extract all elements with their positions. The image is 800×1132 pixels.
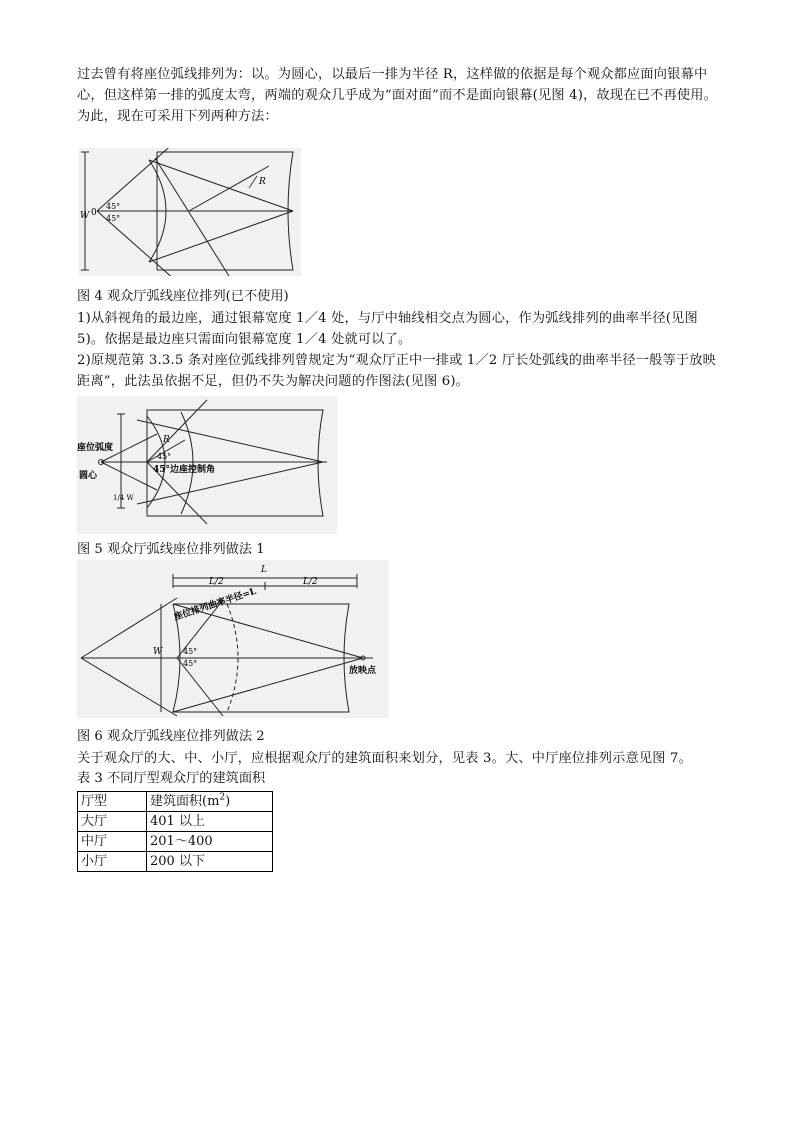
fig4-angle-top: 45° bbox=[106, 202, 121, 211]
fig5-angle-label: 45° bbox=[157, 452, 172, 461]
figure-6 bbox=[77, 560, 389, 718]
figure-4-diagram bbox=[79, 148, 301, 276]
fig4-r-label: R bbox=[259, 177, 266, 187]
fig5-r-label: R bbox=[163, 435, 170, 445]
table-header-row bbox=[78, 792, 273, 812]
fig4-angle-bottom: 45° bbox=[106, 214, 121, 223]
cell-area: 201～400 bbox=[147, 832, 273, 852]
fig6-half-l-right: L/2 bbox=[303, 577, 318, 587]
figure-5 bbox=[77, 396, 337, 534]
cell-area: 401 以上 bbox=[147, 812, 273, 832]
fig6-angle-top: 45° bbox=[183, 647, 198, 656]
table-row bbox=[78, 852, 273, 872]
header-hall-type: 厅型 bbox=[78, 792, 147, 812]
figure-6-diagram bbox=[77, 560, 389, 718]
method-2-paragraph: 2)原规范第 3.3.5 条对座位弧线排列曾规定为“观众厅正中一排或 1／2 厅长处弧线的曲率半径一般等于放映距离”，此法虽依据不足，但仍不失为解决问题的作图法(见图 6)。 bbox=[77, 353, 717, 389]
figure-6-caption: 图 6 观众厅弧线座位排列做法 2 bbox=[77, 729, 265, 744]
figure-4-caption: 图 4 观众厅弧线座位排列(已不使用) bbox=[77, 289, 289, 304]
figure-5-diagram bbox=[77, 396, 337, 534]
fig5-quarter-w-label: 1/4 W bbox=[113, 494, 134, 502]
fig6-l-label: L bbox=[261, 565, 267, 575]
fig6-angle-bottom: 45° bbox=[183, 659, 198, 668]
table-3-caption: 表 3 不同厅型观众厅的建筑面积 bbox=[77, 771, 266, 786]
intro-paragraph: 过去曾有将座位弧线排列为：以。为圆心，以最后一排为半径 R，这样做的依据是每个观众都应面向银幕中心，但这样第一排的弧度太弯，两端的观众几乎成为“面对面”而不是面向银幕(见图 4)，故现在已不再使用。为此，现在可采用下列两种方法： bbox=[77, 67, 717, 124]
table-row bbox=[78, 832, 273, 852]
header-building-area: 建筑面积$(m^2)$ bbox=[147, 792, 273, 812]
cell-area: 200 以下 bbox=[147, 852, 273, 872]
hall-area-table bbox=[77, 791, 273, 872]
fig6-radius-note: 座位排列曲率半径=L bbox=[172, 586, 258, 623]
table-row bbox=[78, 812, 273, 832]
fig6-w-label: W bbox=[153, 647, 163, 657]
cell-hall-type: 大厅 bbox=[78, 812, 147, 832]
hall-size-paragraph: 关于观众厅的大、中、小厅，应根据观众厅的建筑面积来划分，见表 3。大、中厅座位排列示意见图 7。 bbox=[77, 751, 693, 766]
cell-hall-type: 中厅 bbox=[78, 832, 147, 852]
fig4-origin-label: 0 bbox=[91, 208, 97, 218]
cell-hall-type: 小厅 bbox=[78, 852, 147, 872]
fig6-projection-point-label: 放映点 bbox=[349, 666, 377, 676]
figure-5-caption: 图 5 观众厅弧线座位排列做法 1 bbox=[77, 542, 265, 557]
method-1-paragraph: 1)从斜视角的最边座，通过银幕宽度 1／4 处，与厅中轴线相交点为圆心，作为弧线排列的曲率半径(见图 5)。依据是最边座只需面向银幕宽度 1／4 处就可以了。 bbox=[77, 311, 698, 347]
fig6-half-l-left: L/2 bbox=[209, 577, 224, 587]
figure-4 bbox=[79, 148, 301, 276]
fig5-seat-arc-label: 座位弧度 bbox=[77, 443, 114, 453]
fig5-center-label: 圆心 bbox=[79, 471, 98, 481]
fig5-edge-angle-label: 45°边座控制角 bbox=[153, 465, 216, 475]
fig4-w-label: W bbox=[80, 211, 90, 221]
